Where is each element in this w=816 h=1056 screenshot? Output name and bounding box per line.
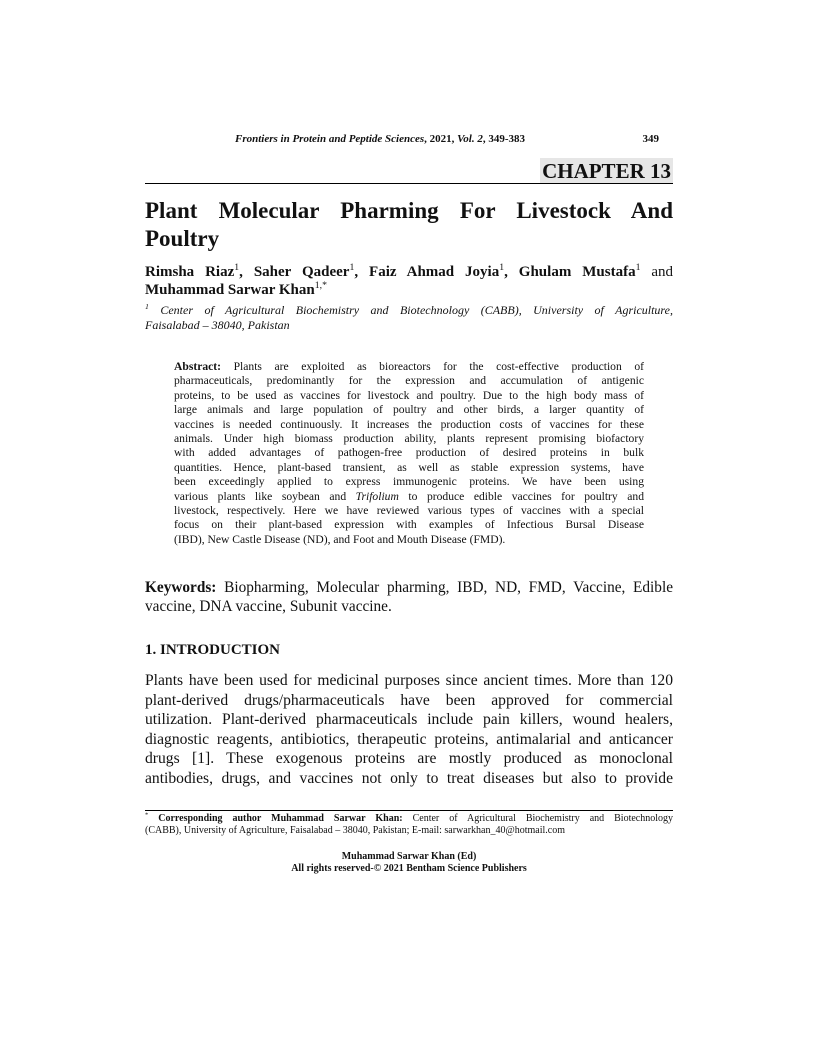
abstract-text: Plants are exploited as bioreactors for the cost-effective production of [221,360,644,373]
abstract-line: proteins, to be used as vaccines for livestock and poultry. Due to the high body mass of [174,388,644,402]
journal-year: , 2021, [424,133,458,145]
author-affil-mark: 1,* [314,280,327,291]
chapter-title-line-2: Poultry [145,226,220,251]
journal-name: Frontiers in Protein and Peptide Sciences [235,133,425,145]
journal-pages: , 349-383 [482,133,526,145]
footnote-mark: * [145,811,149,819]
affiliation-line-1 [145,303,673,318]
keywords-line-1 [145,578,673,597]
footnote-line-1 [145,813,673,825]
footnote-line-2: (CABB), University of Agriculture, Faisalabad – 38040, Pakistan; E-mail: sarwarkhan_40@hotmail.com [145,825,565,837]
chapter-rule [145,183,673,184]
running-head-citation [235,133,525,145]
abstract-line: been exceedingly applied to express immunogenic proteins. We have been using [174,475,644,489]
author-name: Muhammad Sarwar Khan [145,282,315,298]
author-conjunction: and [640,264,674,280]
author-affil-mark: 1 [234,262,240,273]
author-affil-mark: 1 [635,262,641,273]
footnote-rule [145,810,673,811]
author-name: Faiz Ahmad Joyia [369,264,500,280]
copyright-line: All rights reserved-© 2021 Bentham Science Publishers [291,863,527,874]
body-line: antibodies, drugs, and vaccines not only to treat diseases but also to provide [145,769,673,787]
abstract-line: large animals and large population of poultry and other birds, a larger quantity of [174,403,644,417]
affiliation [145,303,673,333]
author-list-line-2 [145,282,327,298]
journal-volume: Vol. 2 [457,133,483,145]
keywords-label: Keywords: [145,579,217,596]
body-line: Plants have been used for medicinal purposes since ancient times. More than 120 [145,672,673,689]
footnote-text: Center of Agricultural Biochemistry and Biotechnology [402,813,673,824]
abstract-line: vaccines is needed continuously. It increases the production costs of vaccines for these [174,417,644,431]
author-list-line-1 [145,263,673,281]
author-separator: , [504,264,519,280]
abstract-text: various plants like soybean and [174,489,356,503]
abstract-text: to produce edible vaccines for poultry and [398,489,644,503]
keywords-line-2: vaccine, DNA vaccine, Subunit vaccine. [145,598,392,615]
footnote-label: Corresponding author Muhammad Sarwar Khan: [148,813,403,824]
introduction-body [145,671,673,789]
author-affil-mark: 1 [349,262,355,273]
abstract-label: Abstract: [174,360,222,373]
author-list [145,263,673,299]
abstract-species-name: Trifolium [355,489,399,503]
affiliation-text: Center of Agricultural Biochemistry and Biotechnology (CABB), University of Agriculture, [148,303,673,317]
abstract-line: focus on their plant-based expression with examples of Infectious Bursal Disease [174,518,644,532]
chapter-label: CHAPTER 13 [542,159,671,183]
section-heading: 1. INTRODUCTION [145,642,281,658]
keywords-text: Biopharming, Molecular pharming, IBD, ND, FMD, Vaccine, Edible [216,579,673,596]
abstract-line: livestock, respectively. Here we have reviewed various types of vaccines with a special [174,504,644,518]
body-line: utilization. Plant-derived pharmaceuticals include pain killers, wound healers, [145,711,673,729]
body-line: drugs [1]. These exogenous proteins are mostly produced as monoclonal [145,750,673,768]
abstract-line [174,490,644,504]
page-number: 349 [642,133,659,145]
body-line: diagnostic reagents, antibiotics, therapeutic proteins, antimalarial and anticancer [145,730,673,748]
abstract-line [174,360,644,374]
body-line: plant-derived drugs/pharmaceuticals have been approved for commercial [145,691,673,709]
chapter-title-line-1: Plant Molecular Pharming For Livestock And [145,198,673,223]
abstract-line: quantities. Hence, plant-based transient, as well as stable expression systems, have [174,460,644,474]
affiliation-mark: 1 [145,302,149,311]
abstract-line: with added advantages of pathogen-free production of desired proteins in bulk [174,446,644,460]
abstract-line: animals. Under high biomass production ability, plants represent promising biofactory [174,432,644,446]
author-separator: , [354,264,370,280]
chapter-title [145,197,673,253]
editor-line: Muhammad Sarwar Khan (Ed) [341,851,477,862]
publisher-notice [145,851,673,875]
keywords [145,578,673,616]
footnote [145,813,673,838]
abstract-line: (IBD), New Castle Disease (ND), and Foot and Mouth Disease (FMD). [174,532,506,546]
affiliation-line-2: Faisalabad – 38040, Pakistan [145,318,290,332]
author-separator: , [239,264,254,280]
abstract-line: pharmaceuticals, predominantly for the expression and accumulation of antigenic [174,374,644,388]
author-affil-mark: 1 [499,262,505,273]
abstract [174,360,644,547]
author-name: Rimsha Riaz [145,264,235,280]
author-name: Ghulam Mustafa [518,264,636,280]
author-name: Saher Qadeer [253,264,350,280]
